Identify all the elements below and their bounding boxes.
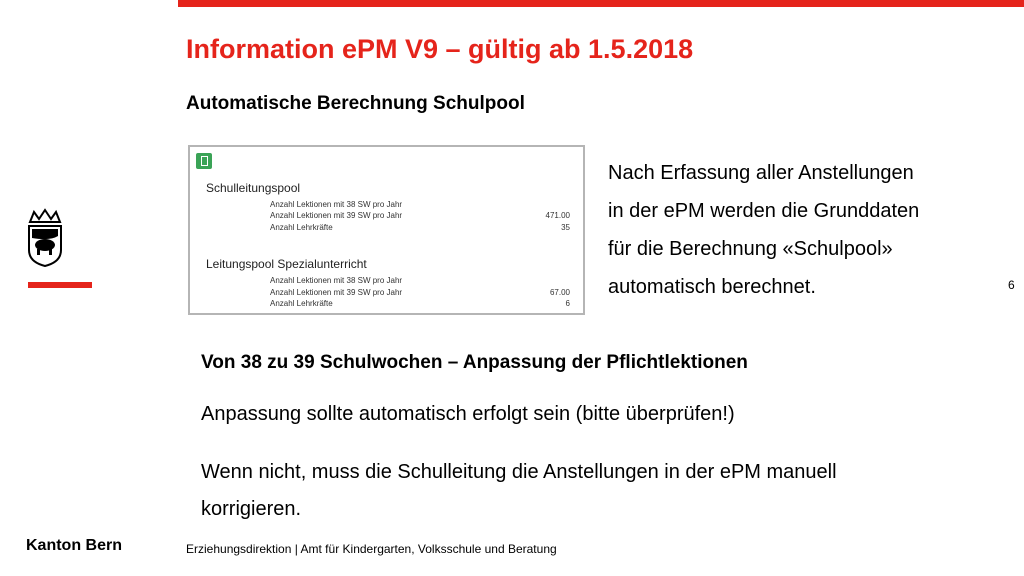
paragraph-line: Wenn nicht, muss die Schulleitung die Anstellungen in der ePM manuell: [201, 461, 837, 483]
section-paragraph: Anpassung sollte automatisch erfolgt sein (bitte überprüfen!): [201, 403, 735, 425]
pool-row-label: Anzahl Lehrkräfte: [270, 223, 333, 232]
pool-row: [270, 276, 570, 287]
page-number: 6: [1008, 278, 1015, 292]
pool-row: [270, 299, 570, 310]
pool-row: [270, 211, 570, 222]
pool-row: [270, 223, 570, 234]
pool-row-value: 6: [565, 299, 570, 308]
pool-row-label: Anzahl Lektionen mit 38 SW pro Jahr: [270, 200, 403, 209]
pool-row-value: 471.00: [545, 211, 570, 220]
pool-row-label: Anzahl Lektionen mit 39 SW pro Jahr: [270, 288, 403, 297]
footer-canton: Kanton Bern: [26, 537, 122, 554]
side-text-line: automatisch berechnet.: [608, 276, 816, 298]
bern-coat-of-arms-icon: [26, 208, 64, 268]
side-text-line: Nach Erfassung aller Anstellungen: [608, 162, 914, 184]
footer-department: Erziehungsdirektion | Amt für Kindergarten, Volksschule und Beratung: [186, 542, 557, 556]
paragraph-line: korrigieren.: [201, 498, 302, 520]
schulpool-screenshot: [188, 145, 585, 315]
section-paragraph: [201, 454, 837, 528]
pool-row: [270, 200, 570, 211]
side-description: [608, 154, 980, 306]
pool-title: Schulleitungspool: [206, 181, 301, 195]
top-accent-bar: [178, 0, 1024, 7]
page-title: Information ePM V9 – gültig ab 1.5.2018: [186, 34, 694, 64]
pool-row-value: 35: [561, 223, 570, 232]
side-text-line: in der ePM werden die Grunddaten: [608, 200, 920, 222]
pool-title: Leitungspool Spezialunterricht: [206, 257, 367, 271]
pool-row-label: Anzahl Lektionen mit 38 SW pro Jahr: [270, 276, 403, 285]
section-heading: Von 38 zu 39 Schulwochen – Anpassung der Pflichtlektionen: [201, 352, 748, 373]
logo-accent-bar: [28, 282, 92, 288]
page-subtitle: Automatische Berechnung Schulpool: [186, 93, 525, 114]
excel-file-icon: [196, 153, 212, 169]
pool-row: [270, 288, 570, 299]
pool-row-value: 67.00: [549, 288, 570, 297]
pool-row-label: Anzahl Lektionen mit 39 SW pro Jahr: [270, 211, 403, 220]
pool-row-label: Anzahl Lehrkräfte: [270, 299, 333, 308]
side-text-line: für die Berechnung «Schulpool»: [608, 238, 893, 260]
